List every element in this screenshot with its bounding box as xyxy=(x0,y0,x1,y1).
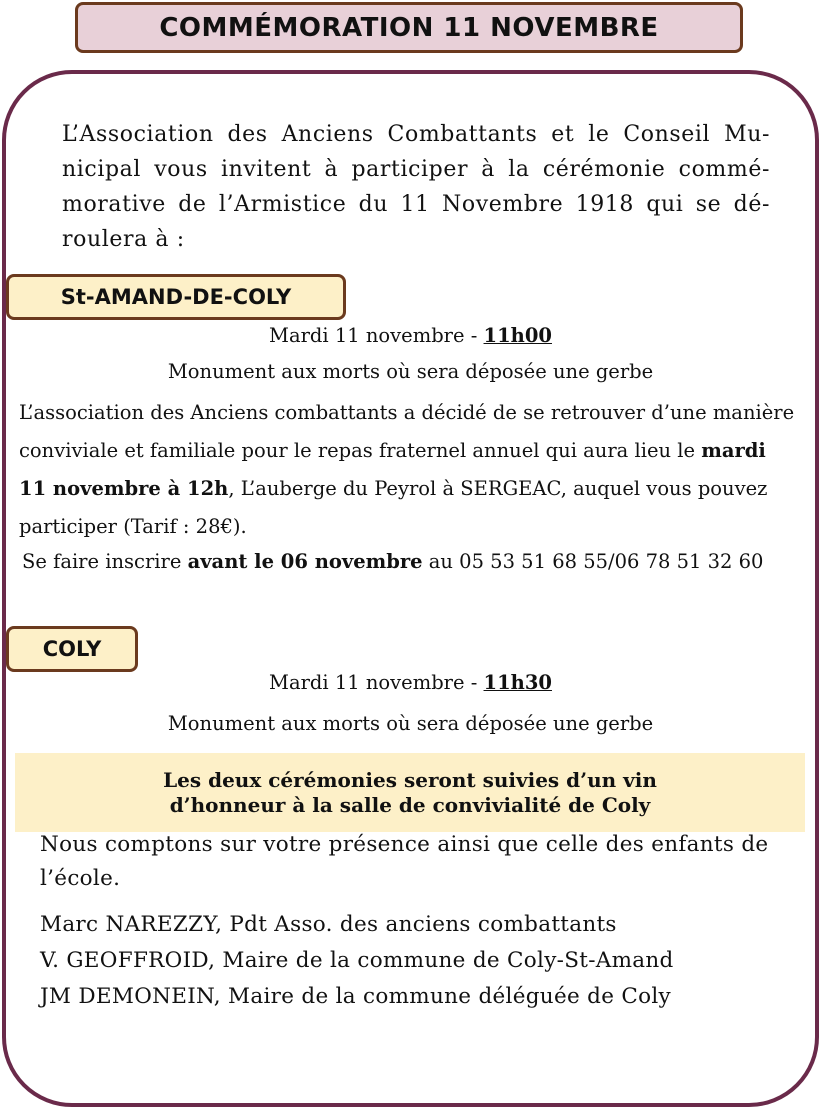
meal-text-b: , L’auberge du Peyrol à SERGEAC, auquel vous pouvez participer (Tarif : 28€). xyxy=(19,477,768,538)
date-line-st-amand xyxy=(0,324,821,347)
place-label-st-amand: St-AMAND-DE-COLY xyxy=(6,274,346,320)
place-label-coly: COLY xyxy=(6,626,138,672)
reception-banner xyxy=(15,753,805,832)
signature-2: V. GEOFFROID, Maire de la commune de Coly-St-Amand xyxy=(40,948,674,973)
time-value: 11h00 xyxy=(483,324,552,347)
closing-paragraph: Nous comptons sur votre présence ainsi que celle des enfants de l’école. xyxy=(40,832,769,891)
intro-paragraph: L’Association des Anciens Combattants et le Conseil Mu-nicipal vous invitent à participer à la cérémonie commé-morative de l’Armistice du 11 Novembre 1918 qui se dé-roulera à : xyxy=(62,122,770,252)
banner-line-1: Les deux cérémonies seront suivies d’un vin xyxy=(163,767,657,792)
meal-text-a: L’association des Anciens combattants a décidé de se retrouver d’une manière conviviale et familiale pour le repas fraternel annuel qui aura lieu le xyxy=(19,401,795,462)
time-value: 11h30 xyxy=(483,671,552,694)
signature-3: JM DEMONEIN, Maire de la commune déléguée de Coly xyxy=(40,984,671,1009)
meal-date: mardi 11 novembre à 12h xyxy=(19,439,766,500)
banner-line-2: d’honneur à la salle de convivialité de Coly xyxy=(169,792,651,817)
date-line-coly xyxy=(0,671,821,694)
monument-line-coly: Monument aux morts où sera déposée une gerbe xyxy=(167,712,654,735)
meal-paragraph xyxy=(19,394,799,546)
register-text-b: au 05 53 51 68 55/06 78 51 32 60 xyxy=(422,550,764,573)
date-prefix: Mardi 11 novembre - xyxy=(269,324,484,347)
register-deadline: avant le 06 novembre xyxy=(187,550,423,573)
date-prefix: Mardi 11 novembre - xyxy=(269,671,484,694)
monument-line-st-amand: Monument aux morts où sera déposée une gerbe xyxy=(167,360,654,383)
register-text-a: Se faire inscrire xyxy=(22,550,188,573)
page-title: COMMÉMORATION 11 NOVEMBRE xyxy=(75,2,743,53)
signature-1: Marc NAREZZY, Pdt Asso. des anciens combattants xyxy=(40,912,617,937)
registration-line xyxy=(22,550,763,573)
